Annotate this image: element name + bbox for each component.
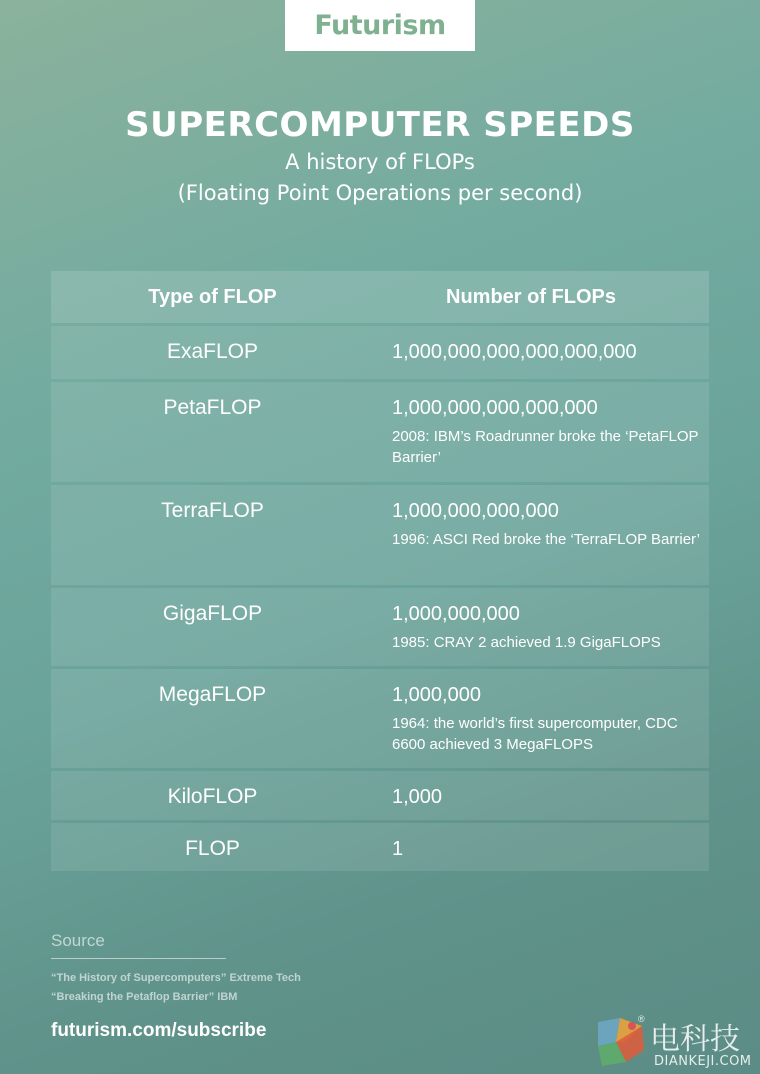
flop-type: ExaFLOP <box>166 340 259 363</box>
dianekji-watermark <box>596 1014 760 1074</box>
flop-value: 1,000,000,000,000,000,000 <box>392 341 637 363</box>
column-header-number: Number of FLOPs <box>446 285 617 308</box>
flop-value: 1,000 <box>392 786 443 808</box>
table-row <box>51 485 709 585</box>
watermark-chinese-text: 电科技 <box>650 1022 740 1057</box>
flop-type: FLOP <box>185 837 240 860</box>
flop-milestone-note: 1964: the world’s first supercomputer, CDC 6600 achieved 3 MegaFLOPS <box>392 715 678 753</box>
flop-number-cell <box>374 499 709 573</box>
flop-value: 1,000,000 <box>392 684 481 706</box>
table-row <box>51 771 709 820</box>
table-header-row <box>51 271 709 323</box>
flop-type: KiloFLOP <box>167 785 258 808</box>
flop-type: TerraFLOP <box>161 499 264 522</box>
watermark-domain: DIANKEJI.COM <box>654 1054 752 1069</box>
source-divider <box>51 958 226 959</box>
source-heading: Source <box>51 931 105 950</box>
flop-type: GigaFLOP <box>162 602 263 625</box>
flop-value: 1 <box>392 838 404 860</box>
source-reference: “The History of Supercomputers” Extreme Tech <box>51 972 301 984</box>
table-row <box>51 669 709 768</box>
table-row <box>51 326 709 379</box>
table-row <box>51 588 709 666</box>
registered-mark: ® <box>638 1014 645 1024</box>
flop-number-cell <box>374 602 709 654</box>
flop-type: MegaFLOP <box>158 683 267 706</box>
flop-number-cell <box>374 396 709 470</box>
flop-value: 1,000,000,000 <box>392 603 520 625</box>
flop-number-cell <box>374 837 709 859</box>
table-row <box>51 382 709 482</box>
flop-value: 1,000,000,000,000 <box>392 500 559 522</box>
subscribe-link[interactable]: futurism.com/subscribe <box>51 1020 267 1041</box>
source-reference: “Breaking the Petaflop Barrier” IBM <box>51 991 238 1003</box>
logo-text: Futurism <box>314 10 446 41</box>
flop-value: 1,000,000,000,000,000 <box>392 397 598 419</box>
column-header-type: Type of FLOP <box>148 285 277 308</box>
flop-milestone-note: 2008: IBM’s Roadrunner broke the ‘PetaFLOP Barrier’ <box>392 428 699 466</box>
table-row <box>51 823 709 871</box>
page-subtitle-definition: (Floating Point Operations per second) <box>177 181 583 205</box>
flops-table <box>51 271 709 874</box>
flop-number-cell <box>374 785 709 808</box>
flop-type: PetaFLOP <box>163 396 262 419</box>
flop-number-cell <box>374 340 709 367</box>
page-title: SUPERCOMPUTER SPEEDS <box>125 105 635 145</box>
futurism-logo[interactable] <box>285 0 475 51</box>
flop-number-cell <box>374 683 709 756</box>
page-subtitle: A history of FLOPs <box>285 150 475 174</box>
flop-milestone-note: 1985: CRAY 2 achieved 1.9 GigaFLOPS <box>392 634 661 651</box>
flop-milestone-note: 1996: ASCI Red broke the ‘TerraFLOP Barrier’ <box>392 531 700 548</box>
